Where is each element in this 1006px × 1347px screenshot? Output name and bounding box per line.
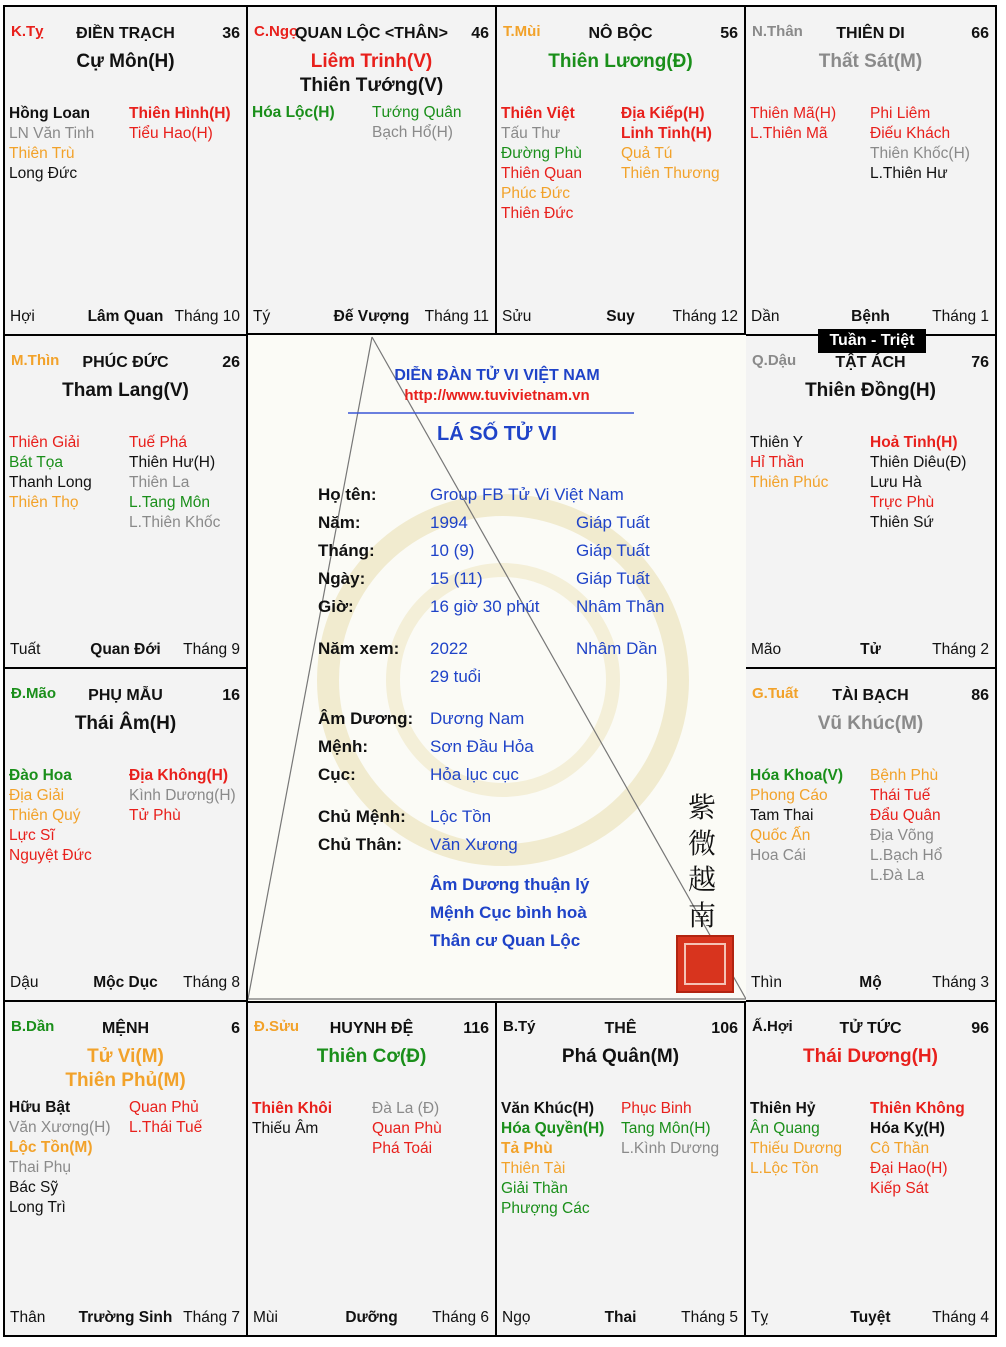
star-right: L.Thiên Hư — [870, 165, 948, 182]
seal-stamp — [676, 935, 734, 993]
star-left: Lộc Tồn(M) — [9, 1139, 93, 1156]
palace-name: NÔ BỘC — [588, 25, 653, 42]
star-right: Tiểu Hao(H) — [129, 125, 213, 142]
star-left: Thiếu Âm — [252, 1120, 319, 1137]
star-right: Phá Toái — [372, 1140, 433, 1157]
dai-han-number: 56 — [720, 25, 738, 42]
forum-url[interactable]: http://www.tuvivietnam.vn — [404, 387, 590, 404]
can-chi: B.Dần — [11, 1018, 55, 1035]
main-star: Liêm Trinh(V) — [310, 51, 433, 72]
palace-name: TỬ TỨC — [839, 1020, 902, 1037]
info-value: Sơn Đầu Hỏa — [430, 737, 534, 756]
star-left: Hóa Khoa(V) — [750, 767, 843, 784]
can-chi: Đ.Mão — [11, 685, 56, 702]
info-label: Năm: — [318, 513, 361, 532]
palace-name: THÊ — [604, 1020, 637, 1037]
star-right: L.Thái Tuế — [129, 1119, 203, 1136]
info-value: 16 giờ 30 phút — [430, 597, 540, 616]
month: Tháng 8 — [183, 974, 240, 991]
month: Tháng 2 — [932, 641, 989, 658]
star-right: Thiên Khốc(H) — [870, 145, 970, 162]
star-right: Hóa Kỵ(H) — [870, 1120, 945, 1137]
star-right: Hoả Tinh(H) — [870, 434, 958, 451]
star-left: Thanh Long — [9, 474, 92, 491]
info-value: Dương Nam — [430, 709, 525, 728]
branch: Hợi — [10, 308, 35, 325]
info-label: Chủ Mệnh: — [318, 807, 406, 826]
life-stage: Thai — [604, 1309, 637, 1326]
month: Tháng 5 — [681, 1309, 738, 1326]
star-left: Thiên Giải — [9, 434, 80, 451]
info-value: 10 (9) — [430, 541, 475, 560]
star-left: Hóa Quyền(H) — [501, 1120, 605, 1137]
month: Tháng 7 — [183, 1309, 240, 1326]
month: Tháng 10 — [174, 308, 240, 325]
info-label: Mệnh: — [318, 737, 369, 756]
star-left: Thiên Tài — [501, 1160, 566, 1177]
star-left: Bác Sỹ — [9, 1179, 59, 1196]
star-left: Hoa Cái — [750, 847, 806, 864]
dai-han-number: 76 — [971, 354, 989, 371]
info-value: 29 tuổi — [430, 667, 482, 686]
branch: Dậu — [10, 974, 39, 991]
star-left: Long Đức — [9, 165, 78, 182]
branch: Dần — [751, 308, 780, 325]
star-right: Tướng Quân — [372, 104, 462, 121]
palace-phu-mau — [3, 667, 248, 1002]
dai-han-number: 26 — [222, 354, 240, 371]
star-left: Hỉ Thần — [750, 454, 804, 471]
palace-quan-loc — [246, 5, 497, 336]
star-right: Quan Phủ — [129, 1099, 199, 1116]
star-left: Ân Quang — [750, 1120, 820, 1137]
palace-menh — [3, 1000, 248, 1337]
palace-name: ĐIỀN TRẠCH — [76, 25, 175, 42]
star-right: Địa Kiếp(H) — [621, 105, 705, 122]
star-left: Thiên Đức — [501, 205, 574, 222]
branch: Tỵ — [751, 1309, 769, 1326]
main-star: Thiên Phủ(M) — [65, 1070, 186, 1091]
month: Tháng 12 — [672, 308, 738, 325]
tuan-triet-badge: Tuần - Triệt — [818, 329, 926, 353]
info-value: Hỏa lục cục — [430, 765, 519, 784]
star-right: Tang Môn(H) — [621, 1120, 711, 1137]
dai-han-number: 6 — [231, 1020, 240, 1037]
star-left: Đào Hoa — [9, 767, 72, 784]
info-label: Cục: — [318, 765, 356, 784]
life-stage: Tuyệt — [850, 1309, 891, 1326]
star-left: Thiên Phúc — [750, 474, 829, 491]
star-left: Địa Giải — [9, 787, 65, 804]
star-left: Nguyệt Đức — [9, 847, 92, 864]
life-stage: Tử — [860, 641, 881, 658]
star-left: Tam Thai — [750, 807, 814, 824]
star-left: L.Lộc Tồn — [750, 1160, 819, 1177]
info-label: Họ tên: — [318, 485, 377, 504]
star-left: Thiên Việt — [501, 105, 575, 122]
dai-han-number: 66 — [971, 25, 989, 42]
star-right: Quả Tú — [621, 145, 673, 162]
dai-han-number: 36 — [222, 25, 240, 42]
star-left: Phong Cáo — [750, 787, 828, 804]
info-canchi: Giáp Tuất — [576, 513, 650, 532]
info-canchi: Nhâm Thân — [576, 597, 665, 616]
main-star: Tử Vi(M) — [87, 1046, 164, 1067]
star-left: Quốc Ấn — [750, 827, 811, 844]
palace-dien-trach — [3, 5, 248, 336]
palace-name: PHÚC ĐỨC — [82, 354, 169, 371]
main-star: Thiên Lương(Đ) — [548, 51, 693, 72]
branch: Ngọ — [502, 1309, 531, 1326]
star-left: Lực Sĩ — [9, 827, 55, 844]
main-star: Tham Lang(V) — [62, 380, 189, 401]
main-star: Thái Dương(H) — [803, 1046, 938, 1067]
main-star: Thất Sát(M) — [818, 51, 923, 72]
star-right: Trực Phù — [870, 494, 935, 511]
palace-huynh-de — [246, 1000, 497, 1337]
can-chi: Q.Dậu — [752, 352, 797, 369]
star-right: Thiên Hình(H) — [129, 105, 231, 122]
star-right: Bệnh Phù — [870, 767, 939, 784]
star-right: Thiên Diêu(Đ) — [870, 454, 967, 471]
star-right: Linh Tinh(H) — [621, 125, 712, 142]
star-right: Cô Thần — [870, 1140, 930, 1157]
dai-han-number: 16 — [222, 687, 240, 704]
star-left: Đường Phù — [501, 145, 582, 162]
star-right: Thiên Không — [870, 1100, 965, 1117]
info-value: Lộc Tồn — [430, 807, 492, 826]
main-star: Phá Quân(M) — [561, 1046, 680, 1067]
month: Tháng 11 — [424, 308, 489, 325]
info-label: Âm Dương: — [318, 709, 414, 728]
info-value: 15 (11) — [430, 569, 483, 588]
star-left: Văn Xương(H) — [9, 1119, 111, 1136]
main-star: Thái Âm(H) — [74, 713, 177, 734]
star-right: L.Bạch Hổ — [870, 847, 943, 864]
info-label: Ngày: — [318, 569, 366, 588]
info-value: Group FB Tử Vi Việt Nam — [430, 485, 624, 504]
branch: Mão — [751, 641, 782, 658]
palace-name: QUAN LỘC <THÂN> — [295, 25, 448, 42]
star-left: Phượng Các — [501, 1200, 590, 1217]
star-right: Thái Tuế — [870, 787, 931, 804]
star-right: Phục Binh — [621, 1100, 692, 1117]
info-value: 1994 — [430, 513, 468, 532]
main-star: Vũ Khúc(M) — [817, 713, 924, 734]
main-star: Thiên Đồng(H) — [805, 380, 936, 401]
info-value: 2022 — [430, 639, 468, 658]
can-chi: C.Ngọ — [254, 23, 299, 40]
palace-name: THIÊN DI — [836, 25, 905, 42]
info-canchi: Giáp Tuất — [576, 569, 650, 588]
month: Tháng 9 — [183, 641, 240, 658]
center-info-panel — [248, 333, 746, 1003]
star-left: Giải Thần — [501, 1180, 568, 1197]
palace-the — [495, 1000, 746, 1337]
star-right: Kiếp Sát — [870, 1180, 929, 1197]
dai-han-number: 86 — [971, 687, 989, 704]
branch: Tuất — [10, 641, 41, 658]
palace-name: TÀI BẠCH — [832, 687, 909, 704]
star-right: Địa Võng — [870, 827, 934, 844]
can-chi: Ấ.Hợi — [752, 1018, 793, 1035]
seal-text: 紫微越南 — [688, 791, 717, 932]
can-chi: Đ.Sửu — [254, 1018, 300, 1035]
month: Tháng 6 — [432, 1309, 489, 1326]
star-right: Đại Hao(H) — [870, 1160, 948, 1177]
star-right: Đẩu Quân — [870, 807, 941, 824]
life-stage: Đế Vượng — [333, 308, 410, 325]
star-right: L.Tang Môn — [129, 494, 210, 511]
star-left: Thiên Quan — [501, 165, 582, 182]
palace-tat-ach — [744, 334, 997, 669]
palace-name: MỆNH — [101, 1020, 150, 1037]
star-right: L.Đà La — [870, 867, 925, 884]
star-left: Thai Phụ — [9, 1159, 72, 1176]
star-left: Văn Khúc(H) — [501, 1100, 594, 1117]
life-stage: Lâm Quan — [87, 308, 164, 325]
life-stage: Quan Đới — [90, 641, 161, 658]
star-left: L.Thiên Mã — [750, 125, 828, 142]
star-left: Thiên Hỷ — [750, 1100, 816, 1117]
palace-phuc-duc — [3, 334, 248, 669]
star-left: Hồng Loan — [9, 105, 90, 122]
chart-title: LÁ SỐ TỬ VI — [437, 423, 557, 445]
star-right: L.Kình Dương — [621, 1140, 720, 1157]
star-left: Thiên Quý — [9, 807, 81, 824]
palace-name: PHỤ MẪU — [88, 687, 163, 704]
star-left: Tả Phù — [501, 1140, 553, 1157]
star-right: Kình Dương(H) — [129, 787, 236, 804]
star-left: Thiên Thọ — [9, 494, 79, 511]
star-left: Bát Tọa — [9, 454, 64, 471]
life-stage: Mộc Dục — [93, 974, 158, 991]
life-stage: Suy — [606, 308, 635, 325]
star-left: Long Trì — [9, 1199, 66, 1216]
summary-note: Mệnh Cục bình hoà — [430, 903, 587, 922]
main-star: Thiên Cơ(Đ) — [316, 1046, 427, 1067]
star-left: Thiên Mã(H) — [750, 105, 837, 122]
star-left: Hữu Bật — [9, 1099, 71, 1116]
main-star: Thiên Tướng(V) — [299, 75, 444, 96]
star-right: Quan Phù — [372, 1120, 442, 1137]
info-label: Tháng: — [318, 541, 375, 560]
branch: Tý — [253, 308, 271, 325]
star-right: Lưu Hà — [870, 474, 922, 491]
palace-tai-bach — [744, 667, 997, 1002]
can-chi: T.Mùi — [503, 23, 541, 40]
info-label: Năm xem: — [318, 639, 400, 658]
month: Tháng 4 — [932, 1309, 989, 1326]
star-left: Thiên Khôi — [252, 1100, 333, 1117]
can-chi: G.Tuất — [752, 685, 799, 702]
main-star: Cự Môn(H) — [76, 51, 175, 72]
forum-name: DIỄN ĐÀN TỬ VI VIỆT NAM — [394, 367, 600, 384]
dai-han-number: 46 — [471, 25, 489, 42]
life-stage: Trường Sinh — [78, 1309, 173, 1326]
star-right: Thiên Hư(H) — [129, 454, 216, 471]
star-right: Tử Phù — [129, 807, 181, 824]
info-label: Giờ: — [318, 597, 354, 616]
branch: Mùi — [253, 1309, 278, 1326]
summary-note: Âm Dương thuận lý — [430, 875, 590, 894]
star-left: Phúc Đức — [501, 185, 570, 202]
can-chi: M.Thìn — [11, 352, 60, 369]
summary-note: Thân cư Quan Lộc — [430, 931, 581, 950]
info-canchi: Giáp Tuất — [576, 541, 650, 560]
life-stage: Mộ — [859, 974, 882, 991]
star-right: Tuế Phá — [129, 434, 188, 451]
dai-han-number: 116 — [463, 1020, 489, 1037]
star-left: LN Văn Tinh — [9, 125, 95, 142]
palace-no-boc — [495, 5, 746, 336]
star-right: Thiên Thương — [621, 165, 720, 182]
branch: Thân — [10, 1309, 46, 1326]
palace-thien-di — [744, 5, 997, 336]
star-right: Điếu Khách — [870, 125, 951, 142]
palace-name: HUYNH ĐỆ — [329, 1020, 414, 1037]
star-right: Thiên La — [129, 474, 190, 491]
star-left: Hóa Lộc(H) — [252, 104, 335, 121]
can-chi: K.Tỵ — [11, 23, 44, 40]
star-right: Bạch Hổ(H) — [372, 124, 453, 141]
branch: Sửu — [502, 308, 532, 325]
star-left: Tấu Thư — [501, 125, 561, 142]
life-stage: Bệnh — [851, 308, 890, 325]
info-label: Chủ Thân: — [318, 835, 403, 854]
life-stage: Dưỡng — [345, 1309, 398, 1326]
star-right: Phi Liêm — [870, 105, 931, 122]
month: Tháng 1 — [932, 308, 989, 325]
palace-name: TẬT ÁCH — [835, 354, 906, 371]
info-value: Văn Xương — [430, 835, 518, 854]
star-right: L.Thiên Khốc — [129, 514, 221, 531]
dai-han-number: 106 — [711, 1020, 738, 1037]
star-right: Đà La (Đ) — [372, 1100, 440, 1117]
palace-tu-tuc — [744, 1000, 997, 1337]
star-right: Thiên Sứ — [870, 514, 934, 531]
star-left: Thiếu Dương — [750, 1140, 843, 1157]
star-left: Thiên Y — [750, 434, 804, 451]
can-chi: N.Thân — [752, 23, 803, 40]
star-left: Thiên Trù — [9, 145, 75, 162]
info-canchi: Nhâm Dần — [576, 639, 658, 658]
month: Tháng 3 — [932, 974, 989, 991]
can-chi: B.Tý — [503, 1018, 536, 1035]
branch: Thìn — [751, 974, 783, 991]
dai-han-number: 96 — [971, 1020, 989, 1037]
star-right: Địa Không(H) — [129, 767, 229, 784]
